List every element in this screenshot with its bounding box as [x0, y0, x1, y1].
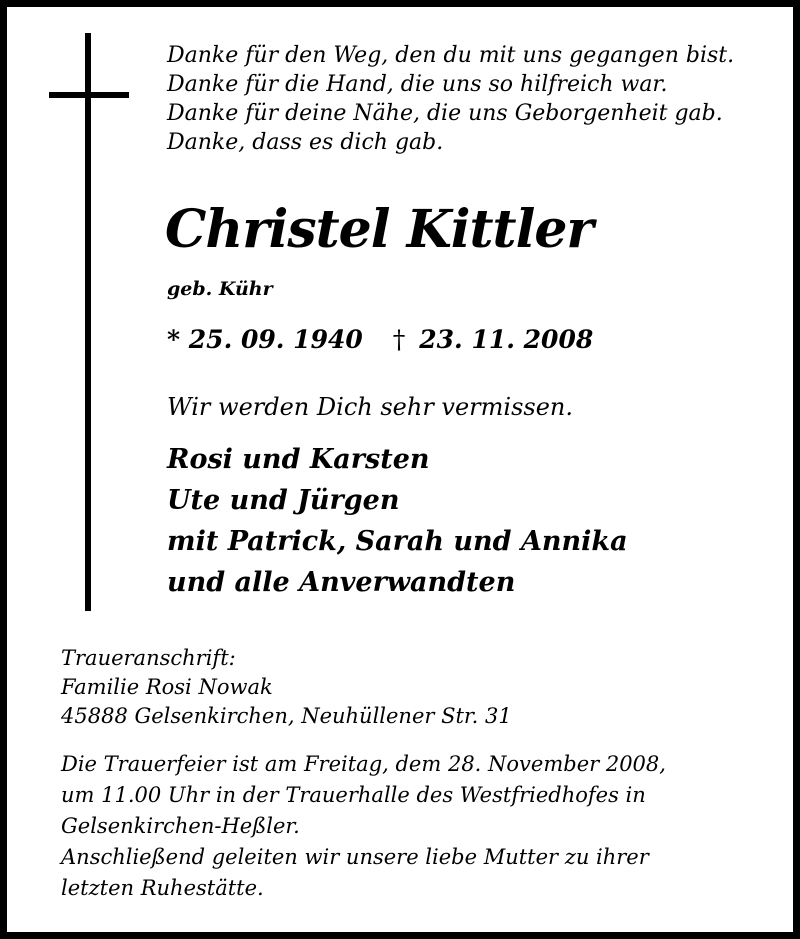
address-recipient: Familie Rosi Nowak: [61, 675, 273, 699]
life-dates: [167, 325, 593, 354]
birth-name: geb. Kühr: [167, 278, 273, 300]
cross-horizontal-bar: [49, 92, 129, 98]
poem-line: Danke, dass es dich gab.: [167, 130, 444, 155]
service-line: Anschließend geleiten wir unsere liebe Mutter zu ihrer: [61, 845, 649, 869]
mourners-list: [167, 439, 628, 603]
farewell-message: Wir werden Dich sehr vermissen.: [167, 393, 574, 421]
poem-line: Danke für die Hand, die uns so hilfreich war.: [167, 72, 668, 97]
cross-vertical-bar: [85, 33, 91, 611]
birth-date: * 25. 09. 1940: [167, 325, 363, 354]
mourner-line: und alle Anverwandten: [167, 567, 516, 598]
address-street: 45888 Gelsenkirchen, Neuhüllener Str. 31: [61, 704, 512, 728]
mourner-line: Ute und Jürgen: [167, 485, 400, 516]
poem-line: Danke für den Weg, den du mit uns gegangen bist.: [167, 43, 735, 68]
service-line: letzten Ruhestätte.: [61, 876, 264, 900]
death-date: 23. 11. 2008: [419, 325, 594, 354]
address-label: Traueranschrift:: [61, 646, 236, 670]
service-line: um 11.00 Uhr in der Trauerhalle des Westfriedhofes in: [61, 783, 646, 807]
mourner-line: mit Patrick, Sarah und Annika: [167, 526, 628, 557]
poem: [167, 41, 734, 157]
funeral-service-info: [61, 749, 666, 904]
deceased-name: Christel Kittler: [165, 199, 593, 260]
poem-line: Danke für deine Nähe, die uns Geborgenheit gab.: [167, 101, 723, 126]
dagger-icon: †: [392, 325, 406, 354]
service-line: Gelsenkirchen-Heßler.: [61, 814, 300, 838]
service-line: Die Trauerfeier ist am Freitag, dem 28. November 2008,: [61, 752, 666, 776]
mourner-line: Rosi und Karsten: [167, 444, 430, 475]
mourning-address: [61, 644, 512, 731]
